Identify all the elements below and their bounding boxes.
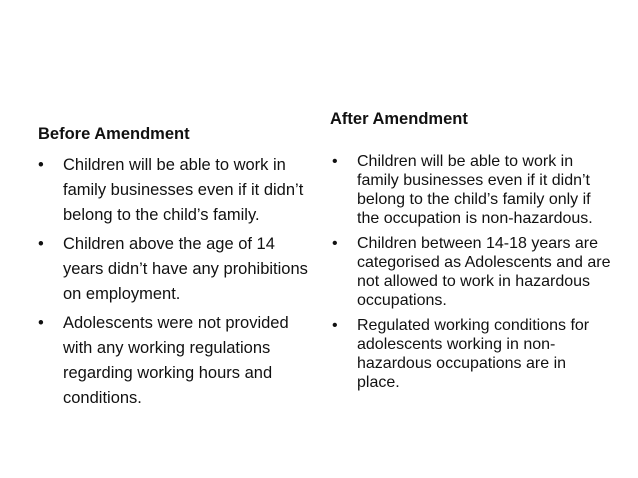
before-list-item: • Children will be able to work in family businesses even if it didn’t belong to the child’s family.: [38, 153, 313, 228]
after-amendment-heading: After Amendment: [330, 110, 468, 128]
after-amendment-list: [332, 152, 612, 398]
after-list-item: • Children between 14-18 years are categorised as Adolescents and are not allowed to work in hazardous occupations.: [332, 234, 612, 310]
before-amendment-list: [38, 153, 313, 415]
before-list-item: • Children above the age of 14 years didn’t have any prohibitions on employment.: [38, 232, 313, 307]
before-amendment-heading: Before Amendment: [38, 125, 190, 143]
before-list-item: • Adolescents were not provided with any working regulations regarding working hours and conditions.: [38, 311, 313, 411]
after-list-item: • Children will be able to work in family businesses even if it didn’t belong to the child’s family only if the occupation is non-hazardous.: [332, 152, 612, 228]
after-list-item: • Regulated working conditions for adolescents working in non-hazardous occupations are in place.: [332, 316, 612, 392]
